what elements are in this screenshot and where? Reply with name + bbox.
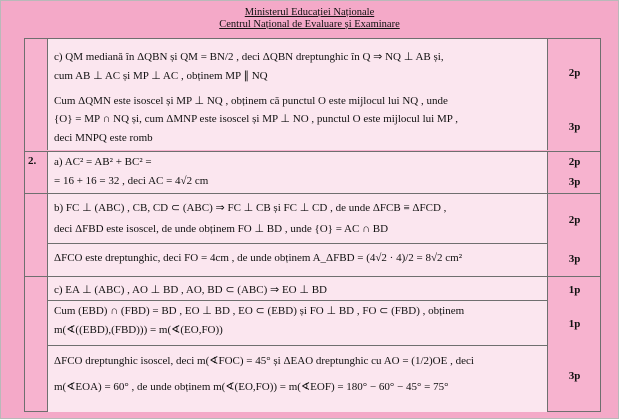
grading-table xyxy=(24,38,601,412)
solution-line: {O} = MP ∩ NQ și, cum ΔMNP este isoscel și MP ⊥ NO , punctul O este mijlocul lui MP , xyxy=(54,113,458,125)
solution-line: Cum (EBD) ∩ (FBD) = BD , EO ⊥ BD , EO ⊂ (EBD) și FO ⊥ BD , FO ⊂ (FBD) , obținem xyxy=(54,305,465,317)
center-title: Centrul Național de Evaluare și Examinare xyxy=(219,19,400,30)
item-number-cell xyxy=(25,277,48,412)
points-cell xyxy=(547,152,601,193)
points-value: 1p xyxy=(568,284,581,296)
solution-cell xyxy=(48,39,547,150)
item-number-cell xyxy=(25,194,48,276)
points-value: 2p xyxy=(568,214,581,226)
points-cell xyxy=(547,194,601,276)
solution-line: ΔFCO dreptunghic isoscel, deci m(∢FOC) = 45° și ΔEAO dreptunghic cu AO = (1/2)OE , deci xyxy=(54,355,474,367)
item-number-cell xyxy=(25,152,48,193)
table-row xyxy=(25,39,600,150)
points-cell xyxy=(547,39,601,150)
solution-line: a) AC² = AB² + BC² = xyxy=(54,156,152,168)
solution-line: = 16 + 16 = 32 , deci AC = 4√2 cm xyxy=(54,175,209,187)
points-value: 2p xyxy=(568,156,581,168)
solution-cell xyxy=(48,152,547,193)
points-value: 2p xyxy=(568,67,581,79)
page-header xyxy=(1,7,618,31)
solution-line: deci ΔFBD este isoscel, de unde obținem FO ⊥ BD , unde {O} = AC ∩ BD xyxy=(54,223,389,235)
solution-line: ΔFCO este dreptunghic, deci FO = 4cm , de unde obținem A_ΔFBD = (4√2 · 4)/2 = 8√2 cm² xyxy=(54,252,463,264)
points-value: 3p xyxy=(568,370,581,382)
solution-line: b) FC ⊥ (ABC) , CB, CD ⊂ (ABC) ⇒ FC ⊥ CB și FC ⊥ CD , de unde ΔFCB ≡ ΔFCD , xyxy=(54,202,447,214)
solution-line: Cum ΔQMN este isoscel și MP ⊥ NQ , obținem că punctul O este mijlocul lui NQ , unde xyxy=(54,95,448,107)
divider xyxy=(48,243,547,244)
points-cell xyxy=(547,277,601,412)
points-value: 3p xyxy=(568,176,581,188)
solution-cell xyxy=(48,194,547,276)
solution-cell xyxy=(48,277,547,412)
solution-line: m(∢((EBD),(FBD))) = m(∢(EO,FO)) xyxy=(54,324,223,336)
table-row xyxy=(25,276,600,412)
solution-line: c) EA ⊥ (ABC) , AO ⊥ BD , AO, BD ⊂ (ABC) ⇒ EO ⊥ BD xyxy=(54,284,327,296)
table-row xyxy=(25,193,600,276)
divider xyxy=(48,345,547,346)
item-number-cell xyxy=(25,39,48,150)
solution-line: deci MNPQ este romb xyxy=(54,132,153,144)
solution-line: m(∢EOA) = 60° , de unde obținem m(∢(EO,FO)) = m(∢EOF) = 180° − 60° − 45° = 75° xyxy=(54,381,449,393)
ministry-title: Ministerul Educației Naționale xyxy=(244,7,375,18)
item-number: 2. xyxy=(28,155,37,167)
points-value: 1p xyxy=(568,318,581,330)
points-value: 3p xyxy=(568,253,581,265)
solution-line: c) QM mediană în ΔQBN și QM = BN/2 , deci ΔQBN dreptunghic în Q ⇒ NQ ⊥ AB și, xyxy=(54,51,444,63)
points-value: 3p xyxy=(568,121,581,133)
divider xyxy=(48,300,547,301)
solution-line: cum AB ⊥ AC și MP ⊥ AC , obținem MP ∥ NQ xyxy=(54,70,268,82)
table-row xyxy=(25,151,600,193)
